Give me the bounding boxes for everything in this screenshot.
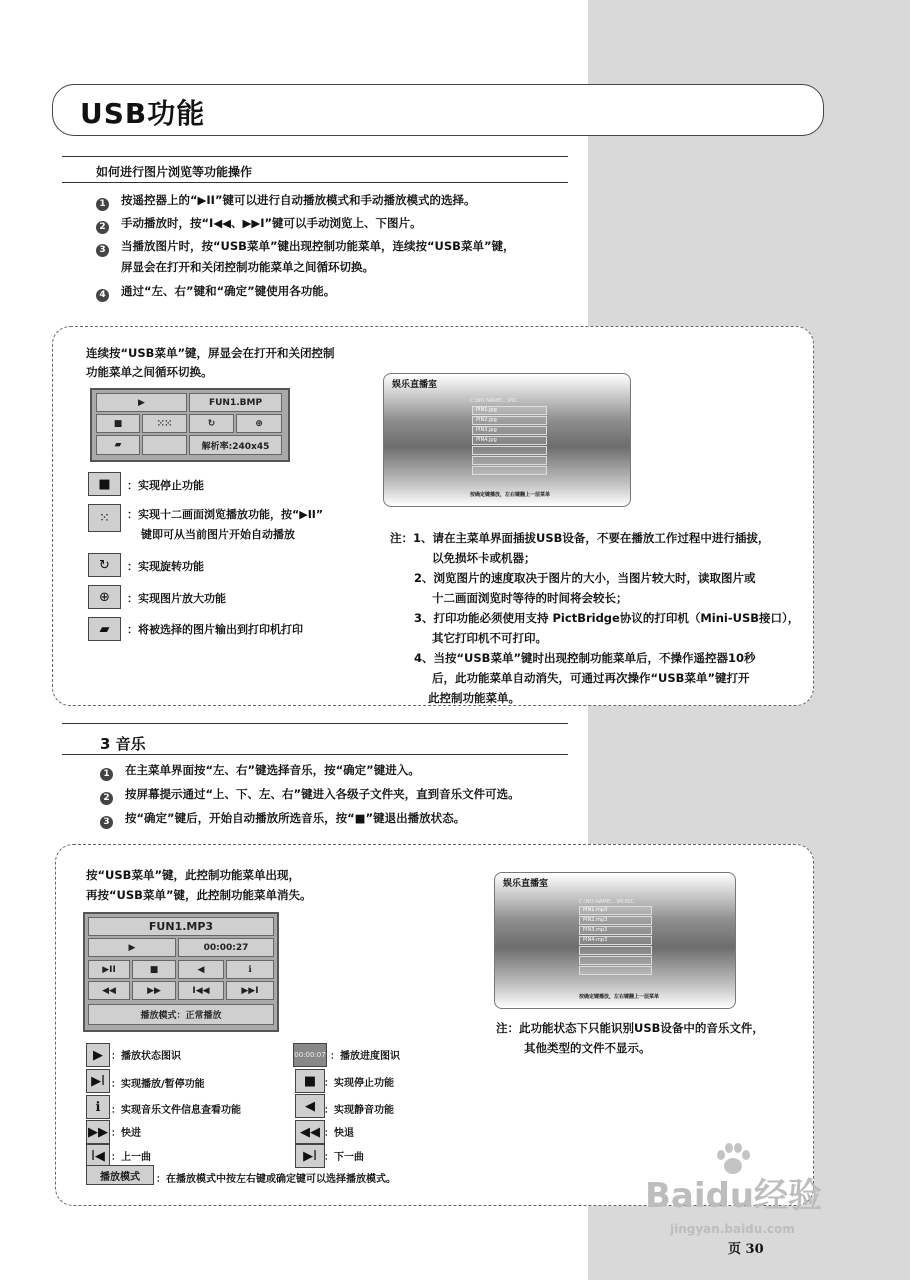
section1-item-2: 2 手动播放时，按“I◀◀、▶▶I”键可以手动浏览上、下图片。 — [96, 213, 422, 234]
grid-icon: ⁙ — [88, 504, 121, 532]
empty-row — [579, 956, 652, 965]
bullet-icon: 1 — [100, 768, 113, 781]
legend-stop: ：实现停止功能 — [324, 1078, 394, 1089]
fast-forward-icon: ▶▶ — [86, 1120, 110, 1144]
legend-next: ：下一曲 — [324, 1152, 364, 1163]
bullet-icon: 4 — [96, 289, 109, 302]
next-icon: ▶I — [295, 1144, 325, 1168]
stop-button[interactable]: ■ — [96, 414, 140, 433]
rule — [62, 182, 568, 183]
section3-item-3: 3 按“确定”键后，开始自动播放所选音乐，按“■”键退出播放状态。 — [100, 808, 465, 829]
play-status: ▶ — [88, 938, 176, 957]
section1-item-4: 4 通过“左、右”键和“确定”键使用各功能。 — [96, 281, 335, 302]
box2-intro-line2: 再按“USB菜单”键，此控制功能菜单消失。 — [86, 888, 312, 902]
photo-file-browser-screen — [383, 373, 631, 507]
filename-display: FUN1.MP3 — [88, 917, 274, 936]
note-2-cont: 十二画面浏览时等待的时间将会较长； — [432, 591, 628, 605]
info-button[interactable]: ℹ — [226, 960, 274, 979]
legend-zoom: ：实现图片放大功能 — [127, 592, 226, 605]
file-row[interactable]: PIN4.jpg — [472, 436, 547, 445]
file-row[interactable]: PIN3.mp3 — [579, 926, 652, 935]
legend-prev: ：上一曲 — [111, 1152, 151, 1163]
note-1: 注：1、请在主菜单界面插拔USB设备，不要在播放工作过程中进行插拔， — [390, 531, 770, 545]
rule — [62, 156, 568, 157]
box2-note-line1: 注：此功能状态下只能识别USB设备中的音乐文件， — [496, 1021, 764, 1035]
bullet-icon: 3 — [100, 816, 113, 829]
legend-progress: ：播放进度图识 — [330, 1051, 400, 1062]
play-pause-icon: ▶I — [86, 1069, 110, 1093]
empty-row — [579, 966, 652, 975]
previous-icon: I◀ — [86, 1144, 110, 1168]
next-button[interactable]: ▶▶I — [226, 981, 274, 1000]
watermark-url: jingyan.baidu.com — [670, 1222, 795, 1236]
bullet-icon: 2 — [96, 221, 109, 234]
file-row[interactable]: PIN4.mp3 — [579, 936, 652, 945]
rotate-button[interactable]: ↻ — [189, 414, 234, 433]
screen-title: 娱乐直播室 — [503, 879, 549, 889]
music-control-panel — [83, 912, 279, 1032]
rewind-button[interactable]: ◀◀ — [88, 981, 130, 1000]
fast-forward-button[interactable]: ▶▶ — [132, 981, 176, 1000]
legend-play-pause: ：实现播放/暂停功能 — [111, 1079, 205, 1090]
empty-row — [579, 946, 652, 955]
bullet-icon: 2 — [100, 792, 113, 805]
mode-button-sample: 播放模式 — [86, 1165, 154, 1185]
box2-intro-line1: 按“USB菜单”键，此控制功能菜单出现， — [86, 868, 301, 882]
progress-icon: 00:00:07 — [293, 1043, 327, 1067]
grid-button[interactable]: ⁙⁙ — [142, 414, 187, 433]
play-pause-button[interactable]: ▶II — [88, 960, 130, 979]
legend-info: ：实现音乐文件信息查看功能 — [111, 1105, 241, 1116]
empty-row — [472, 446, 547, 455]
file-row[interactable]: PIN3.jpg — [472, 426, 547, 435]
note-1-cont: 以免损坏卡或机器； — [432, 551, 536, 565]
previous-button[interactable]: I◀◀ — [178, 981, 224, 1000]
page-title: USB功能 — [80, 97, 206, 130]
empty-row — [472, 456, 547, 465]
note-2: 2、浏览图片的速度取决于图片的大小，当图片较大时，读取图片或 — [414, 571, 756, 585]
legend-print: ：将被选择的图片输出到打印机打印 — [127, 623, 303, 636]
screen-footer: 按确定键播放，左右键翻上一层菜单 — [470, 492, 551, 498]
paw-logo-icon — [713, 1143, 753, 1177]
photo-control-panel — [90, 388, 290, 462]
legend-rotate: ：实现旋转功能 — [127, 560, 204, 573]
mute-button[interactable]: ◀ — [178, 960, 224, 979]
section3-item-2: 2 按屏幕提示通过“上、下、左、右”键进入各级子文件夹，直到音乐文件可选。 — [100, 784, 520, 805]
section1-item-1: 1 按遥控器上的“▶II”键可以进行自动播放模式和手动播放模式的选择。 — [96, 190, 476, 211]
screen-title: 娱乐直播室 — [392, 380, 438, 390]
legend-stop: ：实现停止功能 — [127, 479, 204, 492]
stop-icon: ■ — [295, 1069, 325, 1093]
bullet-icon: 1 — [96, 198, 109, 211]
rewind-icon: ◀◀ — [295, 1120, 325, 1144]
legend-grid-cont: 键即可从当前图片开始自动播放 — [141, 528, 295, 541]
info-icon: ℹ — [86, 1095, 110, 1119]
stop-icon: ■ — [88, 472, 121, 496]
empty-slot — [142, 435, 187, 455]
legend-mute: ：实现静音功能 — [324, 1105, 394, 1116]
section1-heading: 如何进行图片浏览等功能操作 — [96, 165, 253, 179]
section3-item-1: 1 在主菜单界面按“左、右”键选择音乐，按“确定”键进入。 — [100, 760, 420, 781]
bullet-icon: 3 — [96, 244, 109, 257]
zoom-icon: ⊕ — [88, 585, 121, 609]
mute-icon: ◀ — [295, 1094, 325, 1118]
screen-footer: 按确定键播放，左右键翻上一层菜单 — [579, 994, 660, 1000]
zoom-button[interactable]: ⊕ — [236, 414, 282, 433]
screen-path: C:\NO NAME\...\PIC — [470, 398, 517, 404]
filename-display: FUN1.BMP — [189, 393, 282, 412]
stop-button[interactable]: ■ — [132, 960, 176, 979]
file-row[interactable]: PIN2.mp3 — [579, 916, 652, 925]
note-3: 3、打印功能必须使用支持 PictBridge协议的打印机（Mini-USB接口）， — [414, 611, 800, 625]
box1-intro-line2: 功能菜单之间循环切换。 — [86, 365, 213, 379]
print-icon: ▰ — [88, 617, 121, 641]
legend-grid: ：实现十二画面浏览播放功能，按“▶II” — [127, 508, 324, 521]
watermark-brand: Baidu经验 — [645, 1176, 823, 1216]
music-file-browser-screen — [494, 872, 736, 1009]
print-button[interactable]: ▰ — [96, 435, 140, 455]
note-3-cont: 其它打印机不可打印。 — [432, 631, 547, 645]
note-4-cont: 后，此功能菜单自动消失，可通过再次操作“USB菜单”键打开 — [432, 671, 750, 685]
section1-item-3: 3 当播放图片时，按“USB菜单”键出现控制功能菜单，连续按“USB菜单”键， — [96, 236, 515, 257]
rule — [62, 754, 568, 755]
note-4-cont2: 此控制功能菜单。 — [428, 691, 520, 705]
play-status-icon: ▶ — [86, 1043, 110, 1067]
box1-intro-line1: 连续按“USB菜单”键，屏显会在打开和关闭控制 — [86, 346, 335, 360]
note-4: 4、当按“USB菜单”键时出现控制功能菜单后，不操作遥控器10秒 — [414, 651, 756, 665]
rotate-icon: ↻ — [88, 553, 121, 577]
section1-item-3-cont: 屏显会在打开和关闭控制功能菜单之间循环切换。 — [121, 260, 374, 274]
legend-rew: ：快退 — [324, 1128, 354, 1139]
file-row[interactable]: PIN1.jpg — [472, 406, 547, 415]
resolution-display: 解析率:240x45 — [189, 435, 282, 455]
file-row[interactable]: PIN1.mp3 — [579, 906, 652, 915]
play-pause-button[interactable]: ▶ — [96, 393, 187, 412]
section3-heading: 3 音乐 — [100, 735, 146, 753]
legend-play-status: ：播放状态图识 — [111, 1051, 181, 1062]
page-number: 页 30 — [728, 1242, 764, 1257]
empty-row — [472, 466, 547, 475]
mode-display[interactable]: 播放模式：正常播放 — [88, 1004, 274, 1025]
legend-mode: ：在播放模式中按左右键或确定键可以选择播放模式。 — [156, 1174, 396, 1185]
time-display: 00:00:27 — [178, 938, 274, 957]
legend-ff: ：快进 — [111, 1128, 141, 1139]
box2-note-line2: 其他类型的文件不显示。 — [524, 1041, 651, 1055]
screen-path: C:\NO NAME\...\MUSIC — [579, 899, 635, 905]
rule — [62, 723, 568, 724]
file-row[interactable]: PIN2.jpg — [472, 416, 547, 425]
